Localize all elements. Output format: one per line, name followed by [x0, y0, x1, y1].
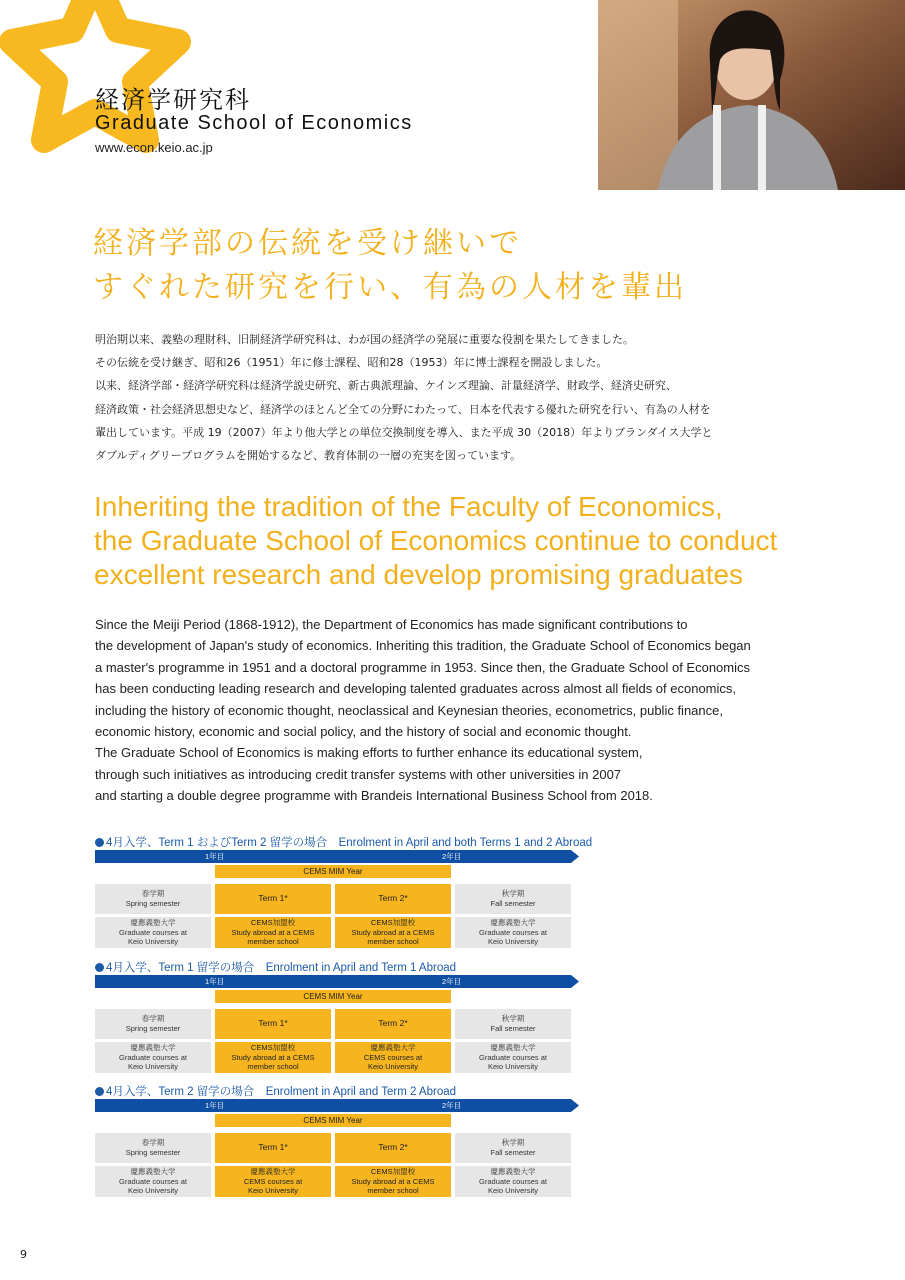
- cell-line: Graduate courses at: [119, 1176, 187, 1186]
- body-ja-line: 経済政策・社会経済思想史など、経済学のほとんど全ての分野にわたって、日本を代表する優れた研究を行い、有為の人材を: [95, 402, 711, 416]
- cell-line: Term 2*: [378, 893, 408, 904]
- cell-line: Term 2*: [378, 1018, 408, 1029]
- year2-label: 2年目: [442, 852, 462, 861]
- term1-cell: [215, 1133, 331, 1163]
- cems-year-bar: CEMS MIM Year: [215, 990, 451, 1003]
- cell-line: Fall semester: [490, 899, 536, 908]
- body-en-line: the development of Japan's study of economics. Inheriting this tradition, the Graduate School of Economics began: [95, 638, 751, 654]
- timeline-arrow: [95, 975, 579, 988]
- cell-line: 慶應義塾大学: [130, 1043, 176, 1053]
- year2-label: 2年目: [442, 1101, 462, 1110]
- cell-line: Spring semester: [125, 1024, 181, 1033]
- body-en-line: Since the Meiji Period (1868-1912), the Department of Economics has made significant contributions to: [95, 617, 688, 632]
- website-link[interactable]: www.econ.keio.ac.jp: [95, 140, 213, 155]
- cell-line: Term 1*: [258, 1142, 288, 1153]
- body-en-line: through such initiatives as introducing credit transfer systems with other universities in 2007: [95, 766, 622, 782]
- cell-line: Graduate courses at: [479, 1052, 547, 1062]
- spring-semester-cell: [95, 1009, 211, 1039]
- page-title-en: Graduate School of Economics: [95, 112, 413, 134]
- cell-line: Study abroad at a CEMS: [351, 1176, 435, 1186]
- course-cell: [215, 1042, 331, 1073]
- term1-cell: [215, 884, 331, 914]
- cell-line: Study abroad at a CEMS: [231, 927, 315, 937]
- year1-label: 1年目: [205, 852, 225, 861]
- page-number: 9: [20, 1248, 27, 1261]
- cell-line: Spring semester: [125, 1148, 181, 1157]
- cell-line: 春学期: [141, 1014, 165, 1024]
- course-cell: [455, 1042, 571, 1073]
- cell-line: 慶應義塾大学: [250, 1167, 296, 1177]
- course-cell: [455, 917, 571, 948]
- bullet-icon: [95, 963, 104, 972]
- timeline-arrow: [95, 1099, 579, 1112]
- cell-line: 秋学期: [501, 889, 525, 899]
- lead-ja-line: 経済学部の伝統を受け継いで: [93, 226, 522, 261]
- bullet-icon: [95, 1087, 104, 1096]
- cell-line: CEMS加盟校: [250, 1043, 296, 1053]
- cell-line: Keio University: [127, 1062, 179, 1072]
- cell-line: Graduate courses at: [479, 1176, 547, 1186]
- lead-en-line: the Graduate School of Economics continue to conduct: [94, 525, 778, 556]
- cell-line: Graduate courses at: [119, 927, 187, 937]
- cell-line: CEMS加盟校: [250, 918, 296, 928]
- cell-line: member school: [247, 1062, 299, 1072]
- cell-line: Keio University: [487, 1186, 539, 1196]
- cell-line: Keio University: [127, 937, 179, 947]
- schedule-title-text: 4月入学、Term 1 およびTerm 2 留学の場合 Enrolment in April and both Terms 1 and 2 Abroad: [106, 837, 593, 849]
- body-en-line: The Graduate School of Economics is making efforts to further enhance its educational system,: [95, 745, 643, 761]
- term1-cell: [215, 1009, 331, 1039]
- term2-cell: [335, 1009, 451, 1039]
- schedule-title-text: 4月入学、Term 2 留学の場合 Enrolment in April and Term 2 Abroad: [106, 1086, 457, 1098]
- body-en-line: economic history, economic and social policy, and the history of social and economic thought.: [95, 724, 632, 740]
- cell-line: CEMS加盟校: [370, 1167, 416, 1177]
- cell-line: Keio University: [127, 1186, 179, 1196]
- year2-label: 2年目: [442, 977, 462, 986]
- body-ja-line: その伝統を受け継ぎ、昭和26（1951）年に修士課程、昭和28（1953）年に博士課程を開設しました。: [95, 356, 608, 370]
- cell-line: CEMS courses at: [363, 1052, 423, 1062]
- course-cell: [95, 917, 211, 948]
- cell-line: Term 1*: [258, 1018, 288, 1029]
- body-ja-line: 以来、経済学部・経済学研究科は経済学説史研究、新古典派理論、ケインズ理論、計量経済学、財政学、経済史研究、: [95, 379, 677, 393]
- course-cell: [215, 1166, 331, 1197]
- body-text-en: [95, 614, 751, 807]
- timeline-arrow: [95, 850, 579, 863]
- term2-cell: [335, 884, 451, 914]
- cems-year-bar: CEMS MIM Year: [215, 1114, 451, 1127]
- fall-semester-cell: [455, 1009, 571, 1039]
- cell-line: 秋学期: [501, 1138, 525, 1148]
- course-cell: [215, 917, 331, 948]
- cell-line: Keio University: [487, 937, 539, 947]
- page-title-ja: 経済学研究科: [95, 86, 251, 114]
- cell-line: 慶應義塾大学: [490, 1043, 536, 1053]
- cell-line: 春学期: [141, 889, 165, 899]
- body-ja-line: 明治期以来、義塾の理財科、旧制経済学研究科は、わが国の経済学の発展に重要な役割を果たしてきました。: [95, 333, 634, 346]
- spring-semester-cell: [95, 1133, 211, 1163]
- course-cell: [95, 1166, 211, 1197]
- cell-line: 慶應義塾大学: [370, 1043, 416, 1053]
- body-en-line: a master's programme in 1951 and a doctoral programme in 1953. Since then, the Graduate School of Economics: [95, 659, 751, 675]
- cell-line: Term 2*: [378, 1142, 408, 1153]
- cell-line: Keio University: [367, 1062, 419, 1072]
- cell-line: member school: [367, 1186, 419, 1196]
- year1-label: 1年目: [205, 977, 225, 986]
- schedule-title: [95, 959, 456, 975]
- body-ja-line: 輩出しています。平成 19（2007）年より他大学との単位交換制度を導入、また平成 30（2018）年よりブランダイス大学と: [95, 425, 713, 439]
- course-cell: [455, 1166, 571, 1197]
- cell-line: Keio University: [247, 1186, 299, 1196]
- cell-line: 慶應義塾大学: [130, 918, 176, 928]
- cell-line: 春学期: [141, 1138, 165, 1148]
- term2-cell: [335, 1133, 451, 1163]
- spring-semester-cell: [95, 884, 211, 914]
- cell-line: member school: [247, 937, 299, 947]
- body-ja-line: ダブルディグリープログラムを開始するなど、教育体制の一層の充実を図っています。: [95, 449, 522, 463]
- body-en-line: including the history of economic thought, neoclassical and Keynesian theories, econometrics, public finance,: [95, 702, 723, 718]
- cell-line: 慶應義塾大学: [490, 1167, 536, 1177]
- cell-line: Fall semester: [490, 1148, 536, 1157]
- cell-line: member school: [367, 937, 419, 947]
- fall-semester-cell: [455, 884, 571, 914]
- cems-year-bar: CEMS MIM Year: [215, 865, 451, 878]
- cell-line: Fall semester: [490, 1024, 536, 1033]
- cell-line: CEMS加盟校: [370, 918, 416, 928]
- schedule-title-text: 4月入学、Term 1 留学の場合 Enrolment in April and Term 1 Abroad: [106, 962, 457, 974]
- cell-line: 慶應義塾大学: [490, 918, 536, 928]
- cell-line: Graduate courses at: [119, 1052, 187, 1062]
- cell-line: Graduate courses at: [479, 927, 547, 937]
- bullet-icon: [95, 838, 104, 847]
- cell-line: Keio University: [487, 1062, 539, 1072]
- lead-heading-ja: [93, 222, 687, 310]
- year1-label: 1年目: [205, 1101, 225, 1110]
- cell-line: 慶應義塾大学: [130, 1167, 176, 1177]
- course-cell: [335, 1166, 451, 1197]
- cell-line: CEMS courses at: [243, 1176, 303, 1186]
- lead-heading-en: [94, 490, 777, 592]
- course-cell: [95, 1042, 211, 1073]
- fall-semester-cell: [455, 1133, 571, 1163]
- body-en-line: has been conducting leading research and developing talented graduates across almost all fields of economics,: [95, 681, 737, 697]
- lead-ja-line: すぐれた研究を行い、有為の人材を輩出: [93, 270, 687, 305]
- course-cell: [335, 1042, 451, 1073]
- lead-en-line: Inheriting the tradition of the Faculty of Economics,: [94, 491, 723, 522]
- cell-line: Study abroad at a CEMS: [231, 1052, 315, 1062]
- cell-line: Spring semester: [125, 899, 181, 908]
- cell-line: 秋学期: [501, 1014, 525, 1024]
- schedule-title: [95, 1083, 456, 1099]
- body-en-line: and starting a double degree programme with Brandeis International Business School from 2018.: [95, 788, 653, 804]
- cell-line: Study abroad at a CEMS: [351, 927, 435, 937]
- cell-line: Term 1*: [258, 893, 288, 904]
- student-photo: [598, 0, 905, 190]
- body-text-ja: [95, 328, 835, 467]
- schedule-title: [95, 834, 592, 850]
- course-cell: [335, 917, 451, 948]
- lead-en-line: excellent research and develop promising graduates: [94, 559, 744, 590]
